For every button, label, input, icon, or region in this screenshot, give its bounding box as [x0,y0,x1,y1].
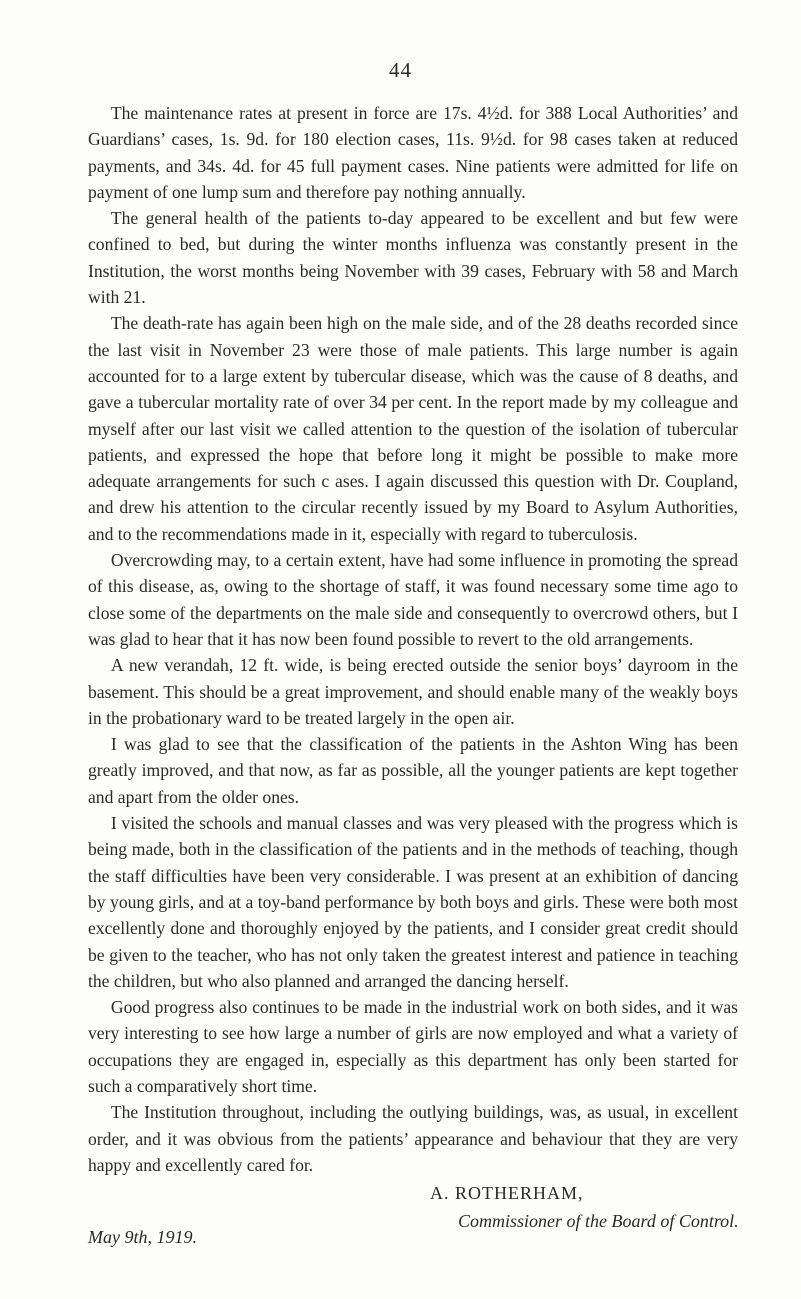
report-date: May 9th, 1919. [88,1227,197,1247]
paragraph-verandah: A new verandah, 12 ft. wide, is being erected outside the senior boys’ dayroom in the basement. This should be a great improvement, and should enable many of the weakly boys in the probationary ward to be treated largely in the open air. [88,655,738,728]
paragraph-overcrowding: Overcrowding may, to a certain extent, have had some influence in promoting the spread of this disease, as, owing to the shortage of staff, it was found necessary some time ago to close some of the departments on the male side and consequently to overcrowd others, but I was glad to hear that it has now been found possible to revert to the old arrangements. [88,550,738,649]
report-body [88,100,738,1178]
paragraph-general-health: The general health of the patients to-day appeared to be excellent and but few were confined to bed, but during the winter months influenza was constantly present in the Institution, the worst months being November with 39 cases, February with 58 and March with 21. [88,208,738,308]
signatory-name: A. ROTHERHAM, [430,1183,584,1203]
paragraph-institution-order: The Institution throughout, including the outlying buildings, was, as usual, in excellent order, and it was obvious from the patients’ appearance and behaviour that they are very happy and excellently cared for. [88,1102,738,1175]
paragraph-industrial-work: Good progress also continues to be made in the industrial work on both sides, and it was very interesting to see how large a number of girls are now employed and what a variety of occupations they are engaged in, especially as this department has only been started for such a comparatively short time. [88,997,738,1096]
paragraph-classification: I was glad to see that the classification of the patients in the Ashton Wing has been greatly improved, and that now, as far as possible, all the younger patients are kept together and apart from the older ones. [88,734,738,807]
paragraph-maintenance-rates: The maintenance rates at present in force are 17s. 4½d. for 388 Local Authorities’ and Guardians’ cases, 1s. 9d. for 180 election cases, 11s. 9½d. for 98 cases taken at reduced payments, and 34s. 4d. for 45 full payment cases. Nine patients were admitted for life on payment of one lump sum and therefore pay nothing annually. [88,103,738,202]
paragraph-death-rate: The death-rate has again been high on the male side, and of the 28 deaths recorded since the last visit in November 23 were those of male patients. This large number is again accounted for to a large extent by tubercular disease, which was the cause of 8 deaths, and gave a tubercular mortality rate of over 34 per cent. In the report made by my colleague and myself after our last visit we called attention to the question of the isolation of tubercular patients, and expressed the hope that before long it might be possible to make more adequate arrangements for such c ases. I again discussed this question with Dr. Coupland, and drew his attention to the circular recently issued by my Board to Asylum Authorities, and to the recommendations made in it, especially with regard to tuberculosis. [88,313,738,544]
signatory-title: Commissioner of the Board of Control. [458,1211,739,1231]
paragraph-schools: I visited the schools and manual classes and was very pleased with the progress which is being made, both in the classification of the patients and in the methods of teaching, though the staff difficulties have been very considerable. I was present at an exhibition of dancing by young girls, and at a toy-band performance by both boys and girls. These were both most excellently done and thoroughly enjoyed by the patients, and I consider great credit should be given to the teacher, who has not only taken the greatest interest and patience in teaching the children, but who also planned and arranged the dancing herself. [88,813,738,991]
page-number: 44 [389,58,412,82]
